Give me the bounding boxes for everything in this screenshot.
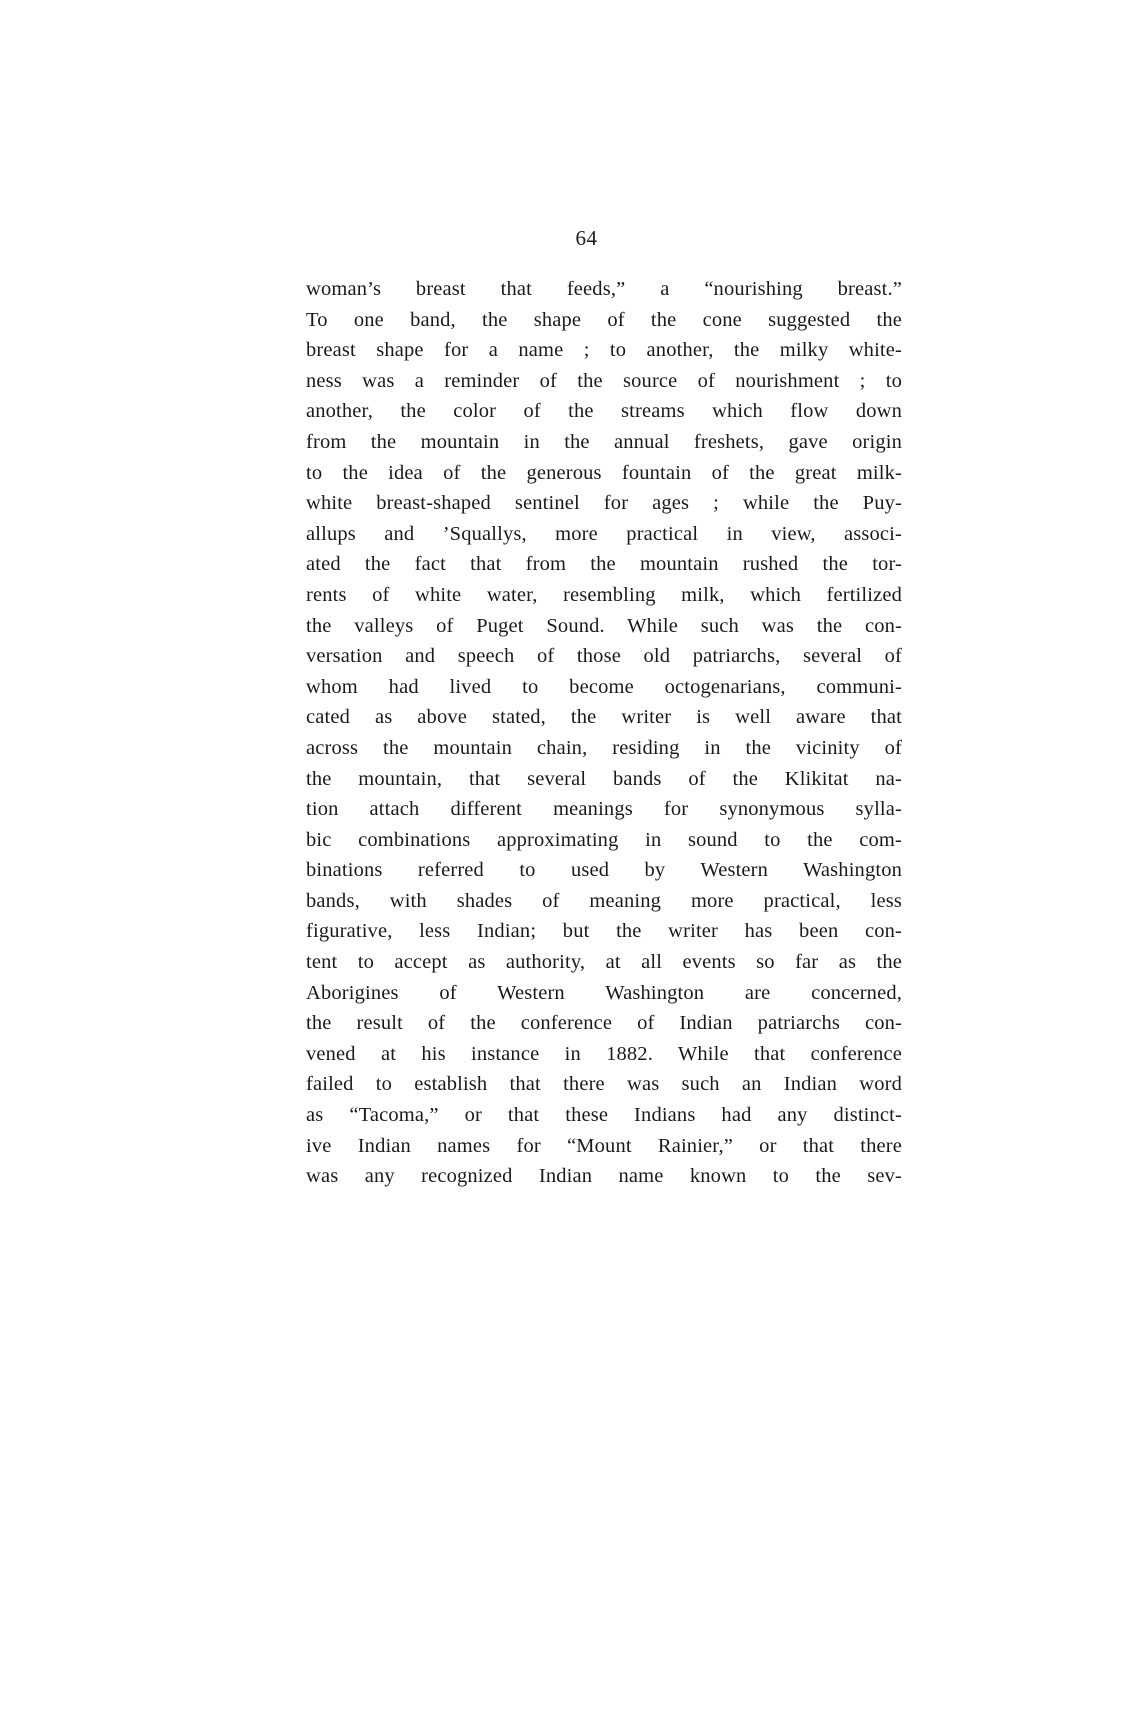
page-number: 64	[575, 226, 598, 250]
text-line: versation and speech of those old patriarchs, several of	[306, 645, 902, 668]
text-line: was any recognized Indian name known to the sev-	[306, 1165, 902, 1188]
text-line: from the mountain in the annual freshets, gave origin	[306, 430, 902, 453]
text-line: as “Tacoma,” or that these Indians had any distinct-	[306, 1104, 902, 1127]
text-line: binations referred to used by Western Washington	[306, 859, 902, 882]
text-line: ated the fact that from the mountain rushed the tor-	[306, 553, 902, 576]
text-line: ness was a reminder of the source of nourishment ; to	[306, 369, 902, 392]
text-line: the mountain, that several bands of the Klikitat na-	[306, 767, 902, 790]
text-line: failed to establish that there was such an Indian word	[306, 1073, 902, 1096]
text-line: Aborigines of Western Washington are concerned,	[306, 981, 902, 1004]
body-text	[306, 274, 902, 1192]
text-line: the result of the conference of Indian patriarchs con-	[306, 1012, 902, 1035]
text-line: allups and ’Squallys, more practical in view, associ-	[306, 522, 902, 545]
text-line: breast shape for a name ; to another, the milky white-	[306, 339, 902, 362]
text-line: cated as above stated, the writer is well aware that	[306, 706, 902, 729]
text-line: tion attach different meanings for synonymous sylla-	[306, 798, 902, 821]
text-line: figurative, less Indian; but the writer has been con-	[306, 920, 902, 943]
text-line: bic combinations approximating in sound to the com-	[306, 828, 902, 851]
text-line: to the idea of the generous fountain of the great milk-	[306, 461, 902, 484]
text-line: another, the color of the streams which flow down	[306, 400, 902, 423]
text-line: bands, with shades of meaning more practical, less	[306, 889, 902, 912]
text-line: woman’s breast that feeds,” a “nourishing breast.”	[306, 278, 902, 300]
text-line: To one band, the shape of the cone suggested the	[306, 308, 902, 331]
text-line: ive Indian names for “Mount Rainier,” or that there	[306, 1134, 902, 1157]
text-line: the valleys of Puget Sound. While such was the con-	[306, 614, 902, 637]
text-line: whom had lived to become octogenarians, communi-	[306, 675, 902, 698]
text-line: vened at his instance in 1882. While that conference	[306, 1042, 902, 1065]
text-line: white breast-shaped sentinel for ages ; while the Puy-	[306, 492, 902, 515]
text-line: tent to accept as authority, at all events so far as the	[306, 951, 902, 974]
text-line: rents of white water, resembling milk, which fertilized	[306, 583, 902, 606]
text-line: across the mountain chain, residing in the vicinity of	[306, 736, 902, 759]
